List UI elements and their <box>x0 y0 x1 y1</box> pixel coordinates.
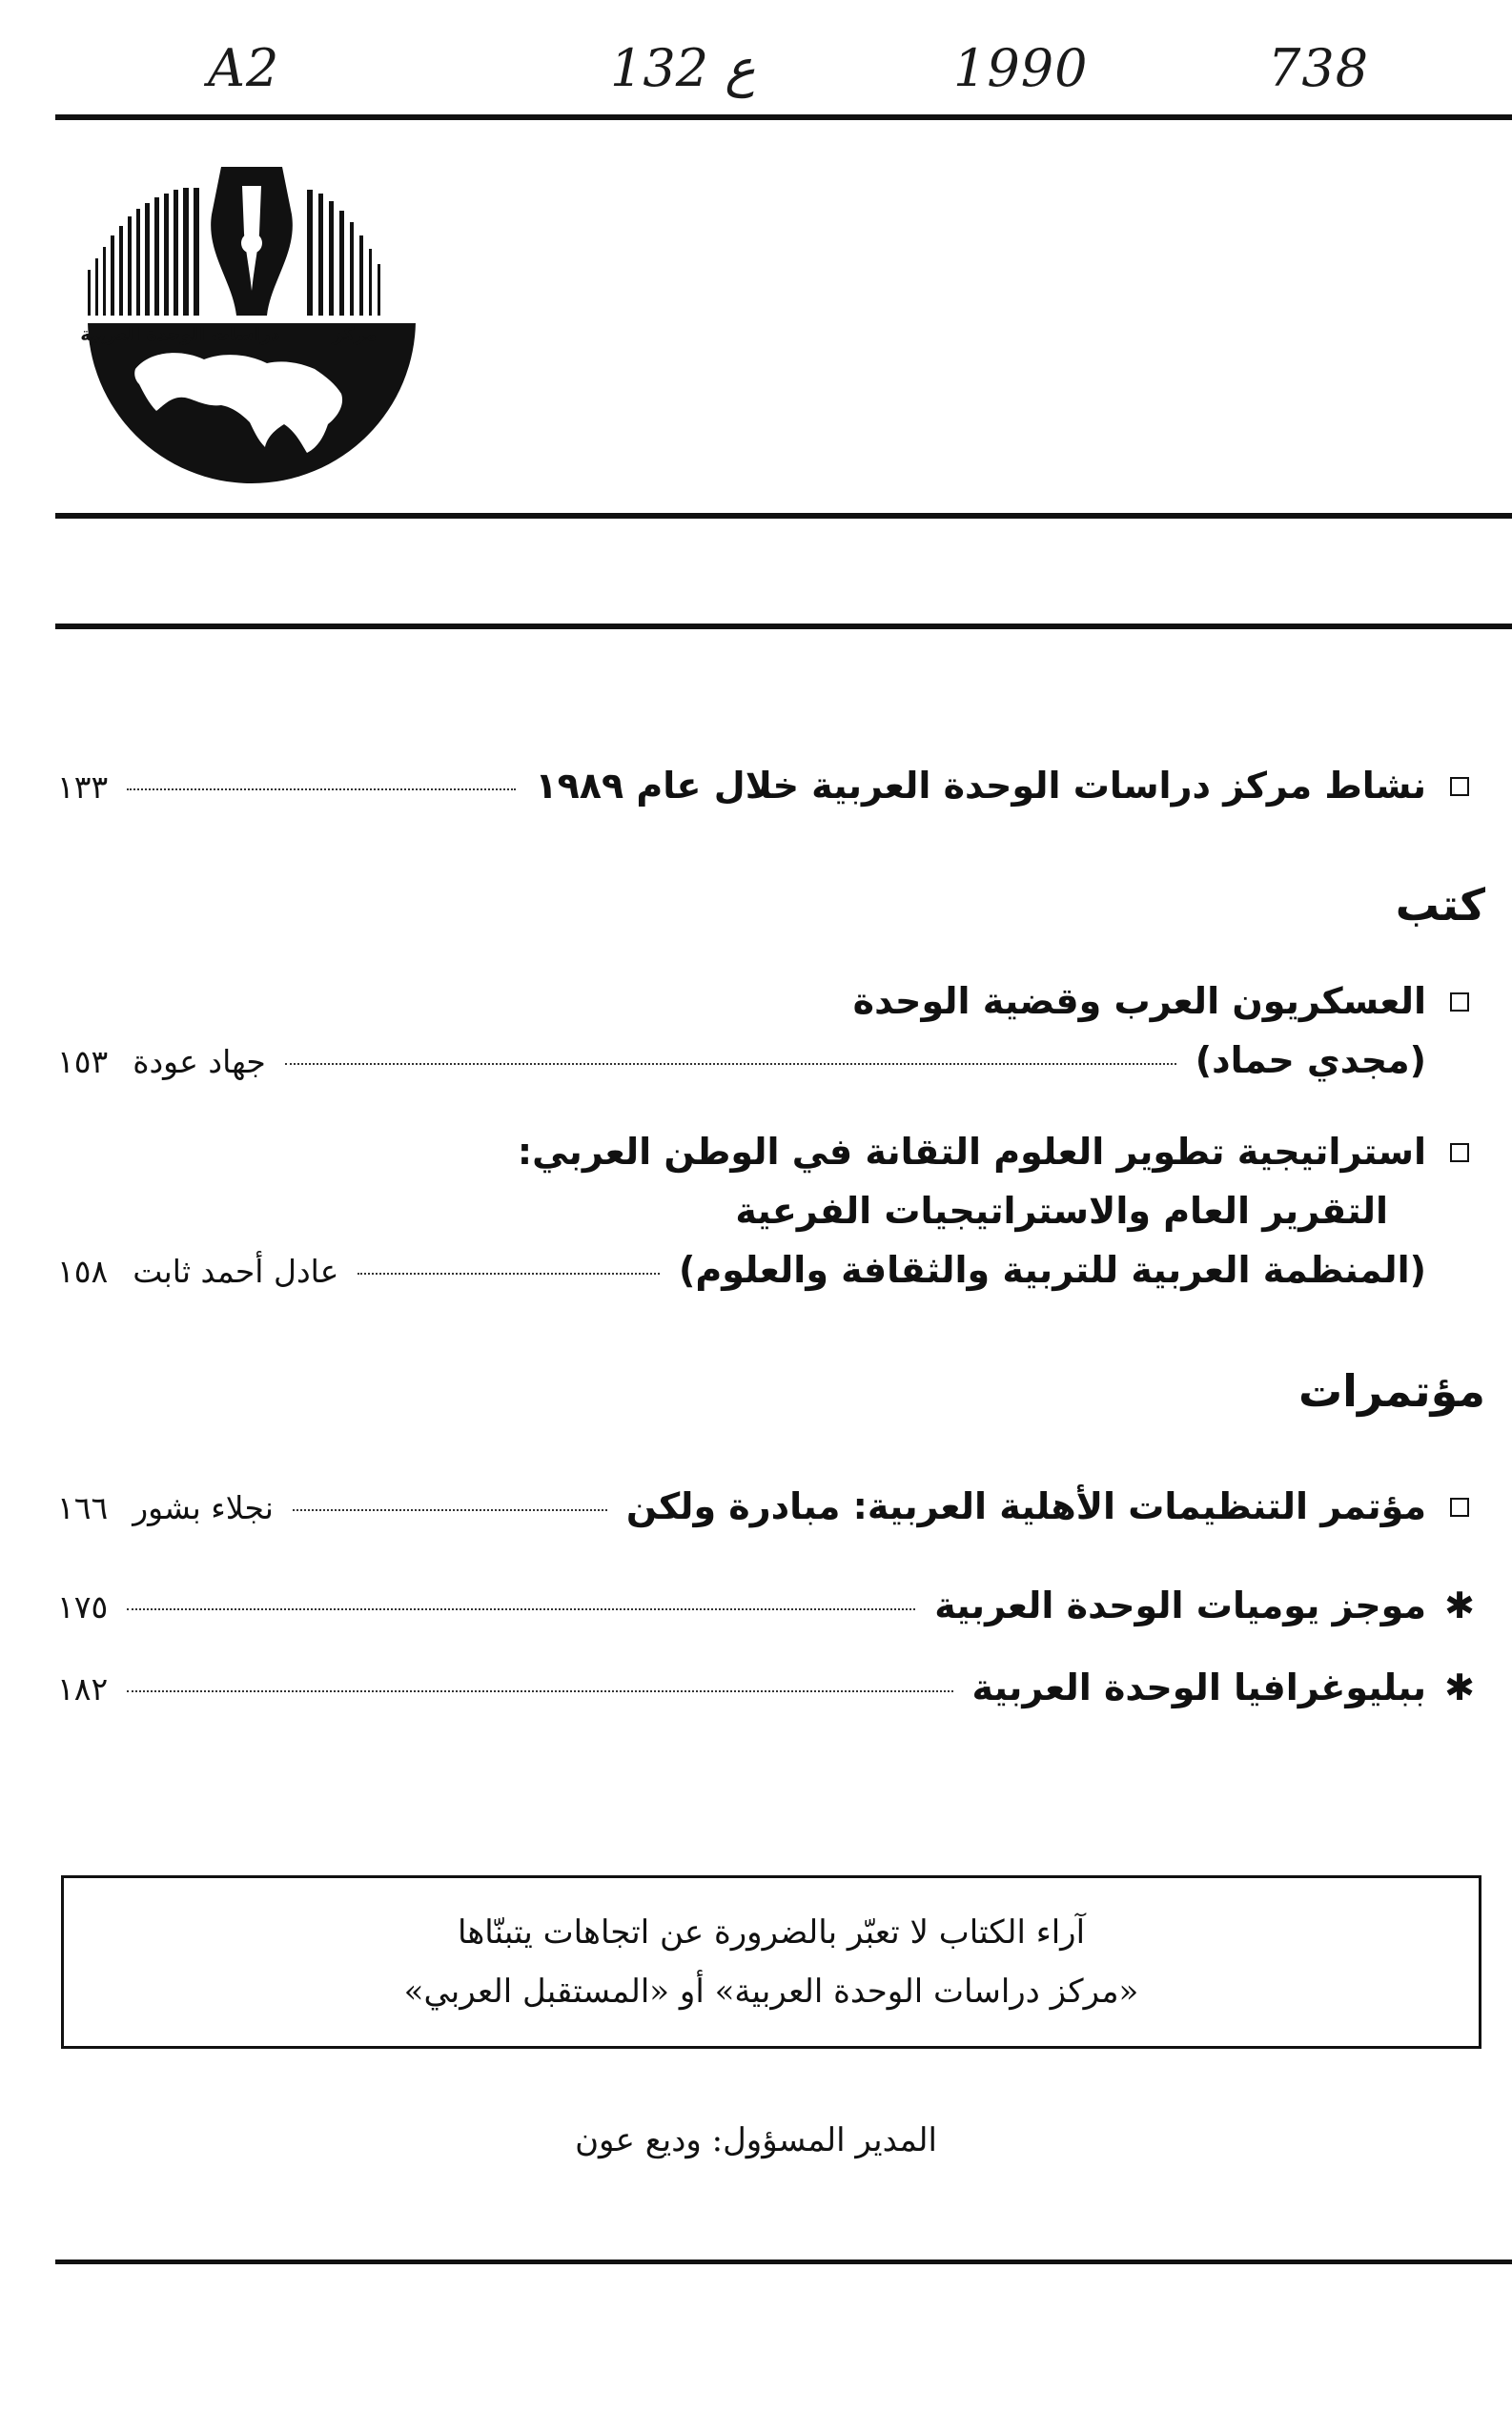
toc-entry-science-strategy[interactable] <box>57 1131 1493 1173</box>
asterisk-icon: ✱ <box>1444 1585 1475 1626</box>
toc-entry-page: ١٧٥ <box>57 1588 109 1626</box>
checkbox-icon <box>1426 980 1493 1022</box>
logo-divider-upper <box>55 513 1512 519</box>
toc-entry-bibliography[interactable] <box>57 1667 1493 1708</box>
toc-entry-title: موجز يوميات الوحدة العربية <box>934 1585 1426 1626</box>
toc-entry-page: ١٥٨ <box>57 1253 109 1290</box>
asterisk-icon: ✱ <box>1444 1667 1475 1708</box>
toc-entry-title: مؤتمر التنظيمات الأهلية العربية: مبادرة ولكن <box>625 1485 1426 1527</box>
disclaimer-box <box>61 1875 1481 2049</box>
toc-entry-arab-military[interactable] <box>57 980 1493 1022</box>
handwritten-annotation-a2: A2 <box>208 38 280 98</box>
toc-entry-science-strategy-author-line <box>57 1249 1493 1291</box>
handwritten-annotation-year: 1990 <box>953 38 1089 98</box>
leader-dots <box>127 788 516 790</box>
toc-entry-unity-diary[interactable] <box>57 1585 1493 1626</box>
leader-dots <box>285 1063 1176 1065</box>
toc-entry-title-line2: التقرير العام والاستراتيجيات الفرعية <box>735 1190 1388 1232</box>
responsible-director: المدير المسؤول: وديع عون <box>575 2121 937 2159</box>
handwritten-annotation-issue: 132 ع <box>610 38 756 98</box>
section-title-books: كتب <box>1395 879 1485 930</box>
disclaimer-line-2: «مركز دراسات الوحدة العربية» أو «المستقبل العربي» <box>403 1973 1139 2011</box>
leader-dots <box>293 1509 607 1511</box>
toc-entry-center-activity[interactable] <box>57 765 1493 807</box>
leader-dots <box>127 1690 952 1692</box>
toc-entry-page: ١٣٣ <box>57 768 109 806</box>
toc-entry-title: نشاط مركز دراسات الوحدة العربية خلال عام ١٩٨٩ <box>535 765 1426 807</box>
footer-rule <box>55 2260 1512 2264</box>
disclaimer-line-1: آراء الكتاب لا تعبّر بالضرورة عن اتجاهات يتبنّاها <box>457 1913 1086 1952</box>
toc-entry-title: ببليوغرافيا الوحدة العربية <box>971 1667 1426 1708</box>
toc-entry-author: جهاد عودة <box>133 1043 266 1080</box>
toc-entry-page: ١٦٦ <box>57 1489 109 1526</box>
toc-entry-title: العسكريون العرب وقضية الوحدة <box>852 980 1426 1022</box>
toc-entry-subtitle: (المنظمة العربية للتربية والثقافة والعلوم) <box>679 1249 1426 1291</box>
pen-nib <box>211 167 293 316</box>
section-title-conferences: مؤتمرات <box>1297 1365 1485 1417</box>
toc-entry-page: ١٥٣ <box>57 1043 109 1080</box>
checkbox-icon <box>1426 1485 1493 1527</box>
toc-entry-ngo-conference[interactable] <box>57 1485 1493 1527</box>
toc-entry-subtitle: (مجدي حماد) <box>1195 1039 1426 1081</box>
toc-entry-title: استراتيجية تطوير العلوم التقانة في الوطن العربي: <box>517 1131 1426 1173</box>
handwritten-annotation-number: 738 <box>1268 38 1370 98</box>
toc-entry-page: ١٨٢ <box>57 1670 109 1708</box>
center-logo <box>80 148 423 491</box>
leader-dots <box>127 1608 915 1610</box>
leader-dots <box>358 1273 660 1275</box>
header-rule <box>55 114 1512 120</box>
toc-entry-author: نجلاء بشور <box>133 1489 274 1526</box>
toc-entry-arab-military-author-line <box>57 1039 1493 1081</box>
logo-divider-lower <box>55 624 1512 629</box>
toc-entry-author: عادل أحمد ثابت <box>133 1253 339 1290</box>
checkbox-icon <box>1426 765 1493 807</box>
checkbox-icon <box>1426 1131 1493 1173</box>
logo-label-left: دراسات الوحدة العربية <box>80 324 280 345</box>
logo-label-right: مركز <box>332 324 378 345</box>
